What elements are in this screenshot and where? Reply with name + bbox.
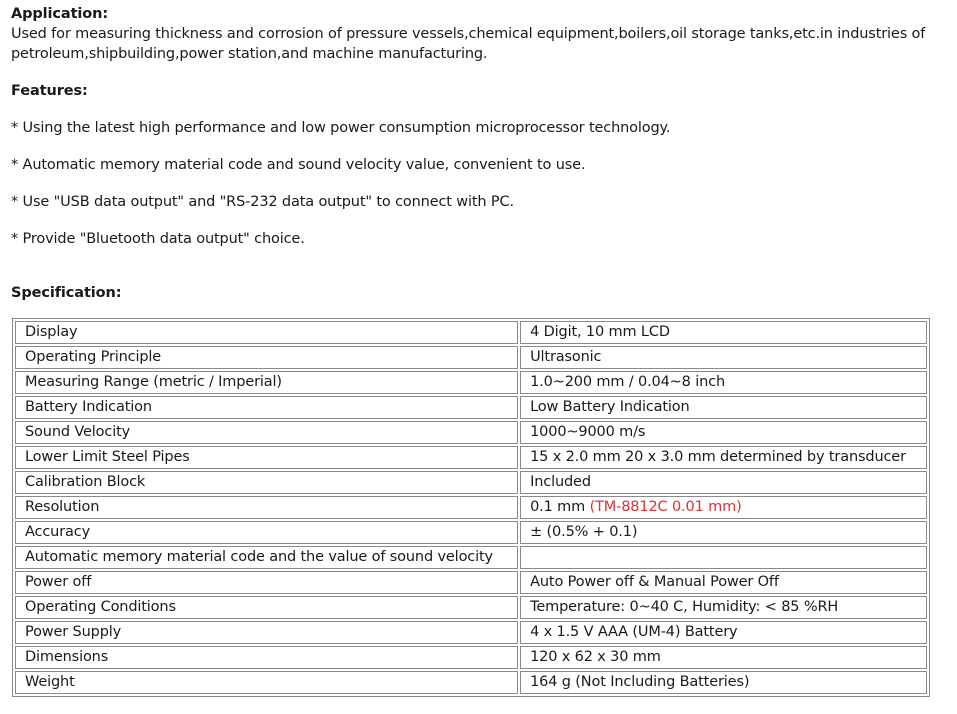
spec-value-cell [520, 496, 927, 519]
spec-label: Dimensions [15, 646, 518, 669]
table-row [15, 346, 927, 369]
spec-value: Temperature: 0~40 C, Humidity: < 85 %RH [520, 596, 927, 619]
table-row [15, 496, 927, 519]
features-heading: Features: [11, 83, 88, 99]
feature-item: * Using the latest high performance and low power consumption microprocessor technology. [11, 120, 671, 136]
spec-value: Auto Power off & Manual Power Off [520, 571, 927, 594]
spec-label: Power Supply [15, 621, 518, 644]
application-heading: Application: [11, 6, 109, 22]
spec-label: Weight [15, 671, 518, 694]
product-description [11, 4, 951, 303]
table-row [15, 596, 927, 619]
spec-value: 4 x 1.5 V AAA (UM-4) Battery [520, 621, 927, 644]
table-row [15, 371, 927, 394]
table-row [15, 571, 927, 594]
application-text: Used for measuring thickness and corrosion of pressure vessels,chemical equipment,boilers,oil storage tanks,etc.in industries of petroleum,shipbuilding,power station,and machine manufacturing. [11, 26, 926, 62]
resolution-note: (TM-8812C 0.01 mm) [589, 499, 742, 515]
spec-value: Included [520, 471, 927, 494]
spec-value: 0.1 mm [530, 499, 590, 515]
spec-label: Display [15, 321, 518, 344]
spec-label: Lower Limit Steel Pipes [15, 446, 518, 469]
spec-value: 4 Digit, 10 mm LCD [520, 321, 927, 344]
spec-label: Sound Velocity [15, 421, 518, 444]
spec-value: 120 x 62 x 30 mm [520, 646, 927, 669]
table-row [15, 446, 927, 469]
spec-label: Calibration Block [15, 471, 518, 494]
spec-label: Power off [15, 571, 518, 594]
table-row [15, 671, 927, 694]
spec-label: Accuracy [15, 521, 518, 544]
table-row [15, 546, 927, 569]
table-row [15, 621, 927, 644]
spec-value: 15 x 2.0 mm 20 x 3.0 mm determined by transducer [520, 446, 927, 469]
feature-item: * Automatic memory material code and sound velocity value, convenient to use. [11, 157, 586, 173]
spec-label: Operating Conditions [15, 596, 518, 619]
spec-value: Low Battery Indication [520, 396, 927, 419]
spec-value: Ultrasonic [520, 346, 927, 369]
spec-label: Automatic memory material code and the value of sound velocity [15, 546, 518, 569]
spec-label: Battery Indication [15, 396, 518, 419]
spec-value: 1.0~200 mm / 0.04~8 inch [520, 371, 927, 394]
table-row [15, 471, 927, 494]
table-row [15, 396, 927, 419]
spec-value: 1000~9000 m/s [520, 421, 927, 444]
feature-item: * Provide "Bluetooth data output" choice. [11, 231, 305, 247]
specification-heading: Specification: [11, 285, 122, 301]
table-row [15, 321, 927, 344]
spec-label: Measuring Range (metric / Imperial) [15, 371, 518, 394]
table-row [15, 646, 927, 669]
feature-item: * Use "USB data output" and "RS-232 data output" to connect with PC. [11, 194, 514, 210]
table-row [15, 421, 927, 444]
spec-value: 164 g (Not Including Batteries) [520, 671, 927, 694]
spec-value: ± (0.5% + 0.1) [520, 521, 927, 544]
specification-table [12, 318, 930, 697]
spec-label: Resolution [15, 496, 518, 519]
spec-label: Operating Principle [15, 346, 518, 369]
table-row [15, 521, 927, 544]
spec-value [520, 546, 927, 569]
